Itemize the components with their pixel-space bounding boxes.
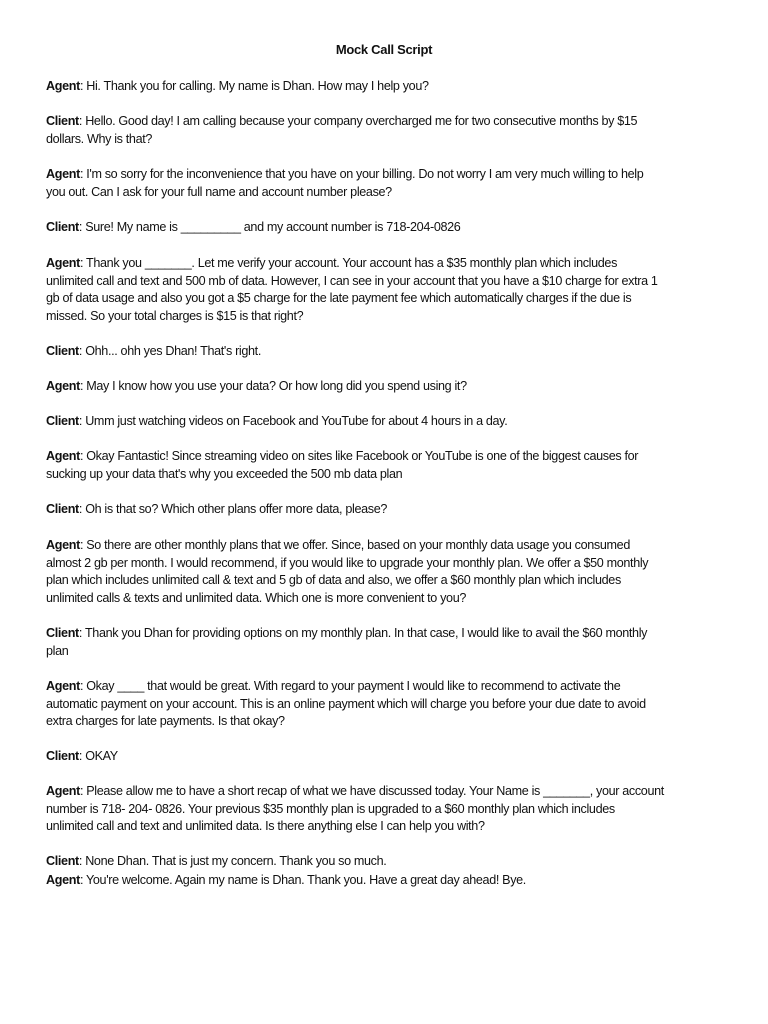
dialogue-line [46, 801, 736, 819]
dialogue-text: : Ohh... ohh yes Dhan! That's right. [78, 344, 261, 358]
speaker-label: Agent [46, 784, 80, 798]
dialogue-text: : Thank you Dhan for providing options on my monthly plan. In that case, I would like to avail the $60 monthly [78, 626, 648, 640]
speaker-label: Agent [46, 679, 80, 693]
speaker-label: Agent [46, 379, 80, 393]
dialogue-line [46, 343, 736, 361]
dialogue-line [46, 78, 736, 96]
speaker-label: Client [46, 854, 79, 868]
dialogue-line [46, 818, 736, 836]
dialogue-text: missed. So your total charges is $15 is that right? [46, 308, 304, 323]
dialogue-line [46, 783, 736, 801]
dialogue-entry-agent [46, 872, 736, 890]
dialogue-line [46, 113, 736, 131]
speaker-label: Client [46, 626, 79, 640]
speaker-label: Client [46, 749, 79, 763]
dialogue-entry-client [46, 853, 736, 871]
dialogue-line [46, 501, 736, 519]
dialogue-line [46, 696, 736, 714]
dialogue-text: sucking up your data that's why you exceeded the 500 mb data plan [46, 466, 403, 481]
dialogue-entry-client [46, 413, 736, 431]
dialogue-text: : May I know how you use your data? Or how long did you spend using it? [79, 379, 467, 393]
dialogue-entry-agent [46, 537, 736, 607]
dialogue-entry-client [46, 748, 736, 766]
dialogue-line [46, 290, 736, 308]
speaker-label: Client [46, 414, 79, 428]
dialogue-line [46, 590, 736, 608]
dialogue-line [46, 678, 736, 696]
dialogue-text: : Thank you _______. Let me verify your account. Your account has a $35 monthly plan which includes [79, 256, 618, 270]
dialogue-text: unlimited call and text and 500 mb of data. However, I can see in your account that you have a $10 charge for extra 1 [46, 273, 658, 288]
dialogue-text: : Sure! My name is _________ and my account number is 718-204-0826 [78, 220, 461, 234]
speaker-label: Agent [46, 873, 80, 887]
dialogue-line [46, 219, 736, 237]
dialogue-text: unlimited call and text and unlimited data. Is there anything else I can help you with? [46, 819, 485, 833]
dialogue-entry-agent [46, 448, 736, 483]
dialogue-entry-agent [46, 78, 736, 96]
speaker-label: Agent [46, 167, 80, 181]
dialogue-line [46, 466, 736, 484]
dialogue-text: plan which includes unlimited call & text and 5 gb of data and also, we offer a $60 monthly plan which includes [46, 573, 621, 587]
dialogue-line [46, 643, 736, 661]
dialogue-text: : Oh is that so? Which other plans offer more data, please? [78, 502, 388, 516]
dialogue-entry-client [46, 219, 736, 237]
speaker-label: Client [46, 220, 79, 234]
dialogue-line [46, 448, 736, 466]
speaker-label: Client [46, 502, 79, 516]
speaker-label: Client [46, 114, 79, 128]
dialogue-text: gb of data usage and also you got a $5 charge for the late payment fee which automatically charges if the due is [46, 291, 632, 305]
dialogue-entry-client [46, 343, 736, 361]
dialogue-entry-agent [46, 166, 736, 201]
dialogue-line [46, 255, 736, 273]
dialogue-line [46, 853, 736, 871]
dialogue-line [46, 413, 736, 431]
dialogue-text: unlimited calls & texts and unlimited data. Which one is more convenient to you? [46, 590, 467, 605]
dialogue-entry-client [46, 625, 736, 660]
dialogue-line [46, 872, 736, 890]
speaker-label: Agent [46, 256, 80, 270]
dialogue-line [46, 713, 736, 731]
dialogue-text: plan [46, 643, 69, 658]
dialogue-text: : Hi. Thank you for calling. My name is Dhan. How may I help you? [79, 79, 429, 93]
dialogue-entry-agent [46, 255, 736, 325]
dialogue-entry-agent [46, 678, 736, 731]
dialogue-line [46, 625, 736, 643]
speaker-label: Client [46, 344, 79, 358]
dialogue-text: : Umm just watching videos on Facebook and YouTube for about 4 hours in a day. [78, 414, 508, 428]
dialogue-text: : None Dhan. That is just my concern. Thank you so much. [78, 854, 387, 868]
dialogue-line [46, 748, 736, 766]
dialogue-line [46, 555, 736, 573]
dialogue-text: : Hello. Good day! I am calling because your company overcharged me for two consecutive months by $15 [78, 114, 638, 128]
dialogue-text: : Okay ____ that would be great. With regard to your payment I would like to recommend to activate the [79, 679, 621, 693]
speaker-label: Agent [46, 538, 80, 552]
dialogue-text: extra charges for late payments. Is that okay? [46, 714, 285, 728]
dialogue-entry-client [46, 501, 736, 519]
dialogue-text: automatic payment on your account. This is an online payment which will charge you before your due date to avoid [46, 696, 646, 711]
dialogue-text: : Please allow me to have a short recap of what we have discussed today. Your Name is _______, your account [79, 784, 664, 798]
dialogue-text: you out. Can I ask for your full name and account number please? [46, 184, 392, 199]
dialogue-text: : I'm so sorry for the inconvenience that you have on your billing. Do not worry I am very much willing to help [79, 167, 644, 181]
document-title: Mock Call Script [335, 42, 433, 57]
dialogue-line [46, 184, 736, 202]
dialogue-line [46, 273, 736, 291]
speaker-label: Agent [46, 449, 80, 463]
dialogue-line [46, 308, 736, 326]
dialogue-line [46, 572, 736, 590]
dialogue-text: almost 2 gb per month. I would recommend, if you would like to upgrade your monthly plan. We offer a $50 monthly [46, 555, 649, 570]
dialogue-entry-agent [46, 378, 736, 396]
dialogue-text: number is 718- 204- 0826. Your previous $35 monthly plan is upgraded to a $60 monthly plan which includes [46, 801, 615, 816]
dialogue-text: dollars. Why is that? [46, 131, 153, 146]
dialogue-entry-client [46, 113, 736, 148]
dialogue-text: : So there are other monthly plans that we offer. Since, based on your monthly data usage you consumed [79, 538, 630, 552]
dialogue-line [46, 378, 736, 396]
dialogue-text: : Okay Fantastic! Since streaming video on sites like Facebook or YouTube is one of the biggest causes for [79, 449, 639, 463]
dialogue-line [46, 166, 736, 184]
dialogue-line [46, 131, 736, 149]
dialogue-text: : You're welcome. Again my name is Dhan. Thank you. Have a great day ahead! Bye. [79, 873, 526, 887]
dialogue-text: : OKAY [78, 749, 118, 763]
dialogue-line [46, 537, 736, 555]
dialogue-entry-agent [46, 783, 736, 836]
speaker-label: Agent [46, 79, 80, 93]
